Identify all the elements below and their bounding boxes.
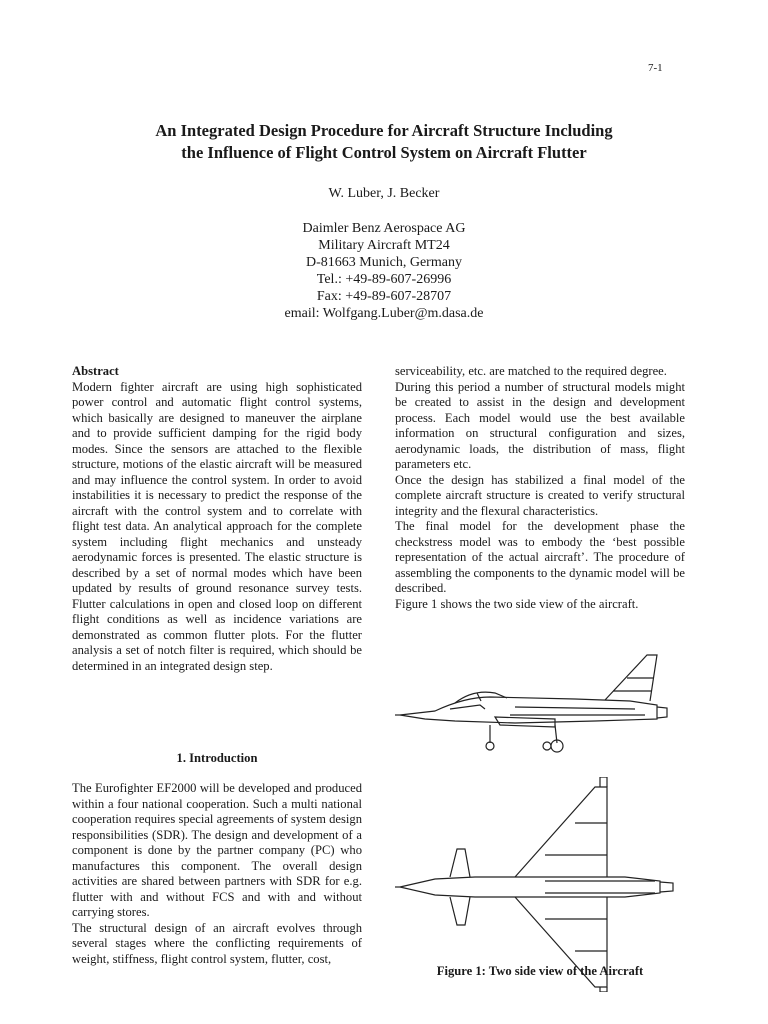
affiliation-phone: Tel.: +49-89-607-26996 — [316, 272, 452, 287]
page-number: 7-1 — [648, 62, 663, 74]
abstract-text: Modern fighter aircraft are using high sophisticated power control and automatic flight control systems, which basically are designed to maneuver the airplane and to provide sufficient damping for the rigid body modes. Since the sensors are attached to the flexible structure, motions of the elastic aircraft will be measured and may influence the control system. In order to avoid instabilities it is necessary to predict the response of the aircraft with the control system and to correlate with flight test data. An analytical approach for the complete system including flight mechanics and unsteady aerodynamic forces is presented. The elastic structure is described by a set of normal modes which have been updated by results of ground resonance survey tests. Flutter calculations in open and closed loop on different flight conditions as well as incidence variations are demonstrated as common flutter plots. For the flutter analysis a set of notch filter is required, which should be determined in an integrated design step. — [72, 379, 362, 673]
right-column — [395, 364, 685, 612]
intro-paragraph: The Eurofighter EF2000 will be developed and produced within a four national cooperation. Such a multi national cooperation requires special agreements of system design responsibilities (SDR). The design and development of a component is done by the partner company (PC) who manufactures this component. The overall design activities are shared between partners with SDR for e.g. flutter with and without FCS and with and without carrying stores. — [72, 781, 362, 919]
body-paragraph: During this period a number of structural models might be created to assist in the design and development process. Each model would use the best available information on structural configuration and sizes, aerodynamic loads, the distribution of mass, flight parameters etc. — [395, 379, 685, 471]
title-line-1: An Integrated Design Procedure for Aircraft Structure Including — [155, 121, 613, 140]
affiliation-line: Daimler Benz Aerospace AG — [302, 221, 466, 236]
aircraft-side-view-icon — [395, 645, 685, 765]
body-paragraph: The final model for the development phase the checkstress model was to embody the ‘best possible representation of the actual aircraft’. The procedure of assembling the components to the dynamic model will be described. — [395, 519, 685, 595]
aircraft-plan-view-icon — [395, 777, 685, 992]
affiliation-fax: Fax: +49-89-607-28707 — [316, 289, 452, 304]
body-paragraph: Figure 1 shows the two side view of the aircraft. — [395, 596, 639, 611]
abstract-heading: Abstract — [72, 364, 119, 378]
introduction-heading-wrap — [72, 751, 362, 766]
affiliation-line: Military Aircraft MT24 — [318, 238, 450, 253]
left-column — [72, 364, 362, 674]
figure-1 — [395, 645, 685, 995]
title-line-2: the Influence of Flight Control System on Aircraft Flutter — [181, 143, 587, 162]
body-paragraph: Once the design has stabilized a final model of the complete aircraft structure is created to verify structural integrity and the flexural characteristics. — [395, 472, 685, 518]
introduction-body — [72, 781, 362, 967]
affiliation-block — [0, 220, 768, 322]
figure-caption: Figure 1: Two side view of the Aircraft — [436, 964, 644, 978]
intro-paragraph: The structural design of an aircraft evolves through several stages where the conflicting requirements of weight, stiffness, flight control system, flutter, cost, — [72, 920, 362, 966]
body-paragraph: serviceability, etc. are matched to the required degree. — [395, 364, 667, 378]
introduction-heading: 1. Introduction — [176, 751, 258, 765]
paper-title — [60, 120, 708, 164]
affiliation-email[interactable]: email: Wolfgang.Luber@m.dasa.de — [284, 306, 484, 321]
authors: W. Luber, J. Becker — [328, 186, 440, 201]
affiliation-line: D-81663 Munich, Germany — [306, 255, 462, 270]
